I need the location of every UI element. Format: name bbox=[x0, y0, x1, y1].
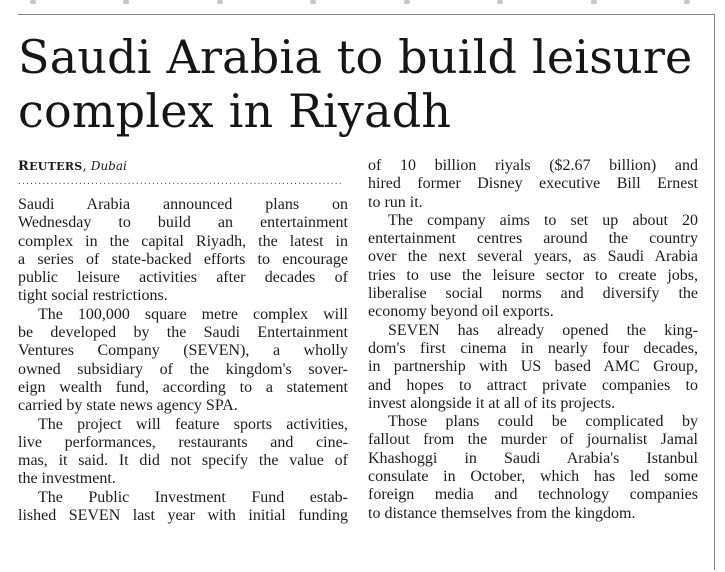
source-rest: EUTERS bbox=[29, 160, 83, 173]
headline-line: complex in Riyadh bbox=[18, 84, 452, 138]
text-line: public leisure activities after decades of bbox=[18, 269, 348, 287]
text-line: tight social restrictions. bbox=[18, 287, 168, 305]
text-line: to run it. bbox=[368, 193, 423, 211]
text-line: entertainment centres around the country bbox=[368, 230, 698, 248]
text-line: carried by state news agency SPA. bbox=[18, 397, 238, 415]
text-line: be developed by the Saudi Entertainment bbox=[18, 324, 348, 342]
text-line: owned subsidiary of the kingdom's sover- bbox=[18, 360, 348, 378]
text-line: SEVEN has already opened the king- bbox=[388, 321, 698, 339]
text-line: fallout from the murder of journalist Jamal bbox=[368, 431, 698, 449]
text-line: tries to use the leisure sector to create jobs, bbox=[368, 266, 698, 284]
byline-source bbox=[18, 159, 83, 174]
text-line: a series of state-backed efforts to encourage bbox=[18, 250, 348, 268]
text-line: The Public Investment Fund estab- bbox=[38, 488, 348, 506]
source-initial: R bbox=[18, 159, 30, 174]
headline-line: Saudi Arabia to build leisure bbox=[18, 30, 693, 84]
article-column-left bbox=[18, 196, 348, 525]
text-line: of 10 billion riyals ($2.67 billion) and bbox=[368, 157, 698, 174]
top-edge-marks bbox=[30, 0, 690, 6]
text-line: consulate in October, which has led some bbox=[368, 468, 698, 486]
right-rule bbox=[714, 14, 715, 570]
text-line: liberalise social norms and diversify the bbox=[368, 285, 698, 303]
text-line: invest alongside it at all of its projects. bbox=[368, 394, 616, 412]
text-line: and hopes to attract private companies to bbox=[368, 376, 698, 394]
top-rule bbox=[18, 14, 714, 15]
text-line: dom's first cinema in nearly four decades, bbox=[368, 339, 698, 357]
text-line: Wednesday to build an entertainment bbox=[18, 214, 348, 232]
text-line: Those plans could be complicated by bbox=[388, 413, 698, 431]
article-column-right bbox=[368, 157, 698, 523]
headline bbox=[18, 30, 708, 138]
byline bbox=[18, 157, 348, 176]
text-line: over the next several years, as Saudi Arabia bbox=[368, 248, 698, 266]
dotted-separator: ................................................................................ bbox=[18, 177, 343, 187]
text-line: Khashoggi in Saudi Arabia's Istanbul bbox=[368, 449, 698, 467]
text-line: foreign media and technology companies bbox=[368, 486, 698, 504]
byline-comma: , bbox=[82, 159, 87, 174]
text-line: economy beyond oil exports. bbox=[368, 303, 554, 321]
text-line: Ventures Company (SEVEN), a wholly bbox=[18, 342, 348, 360]
text-line: eign wealth fund, according to a statement bbox=[18, 378, 348, 396]
text-line: in partnership with US based AMC Group, bbox=[368, 358, 698, 376]
text-line: lished SEVEN last year with initial funding bbox=[18, 507, 348, 525]
text-line: The project will feature sports activities, bbox=[38, 415, 348, 433]
text-line: complex in the capital Riyadh, the latest in bbox=[18, 232, 348, 250]
text-line: to distance themselves from the kingdom. bbox=[368, 504, 636, 522]
text-line: Saudi Arabia announced plans on bbox=[18, 196, 348, 213]
byline-location: Dubai bbox=[90, 159, 127, 173]
text-line: the investment. bbox=[18, 470, 116, 488]
text-line: The company aims to set up about 20 bbox=[388, 211, 698, 229]
text-line: mas, it said. It did not specify the value of bbox=[18, 452, 348, 470]
text-line: hired former Disney executive Bill Ernest bbox=[368, 175, 698, 193]
text-line: The 100,000 square metre complex will bbox=[38, 305, 348, 323]
text-line: live performances, restaurants and cine- bbox=[18, 433, 348, 451]
